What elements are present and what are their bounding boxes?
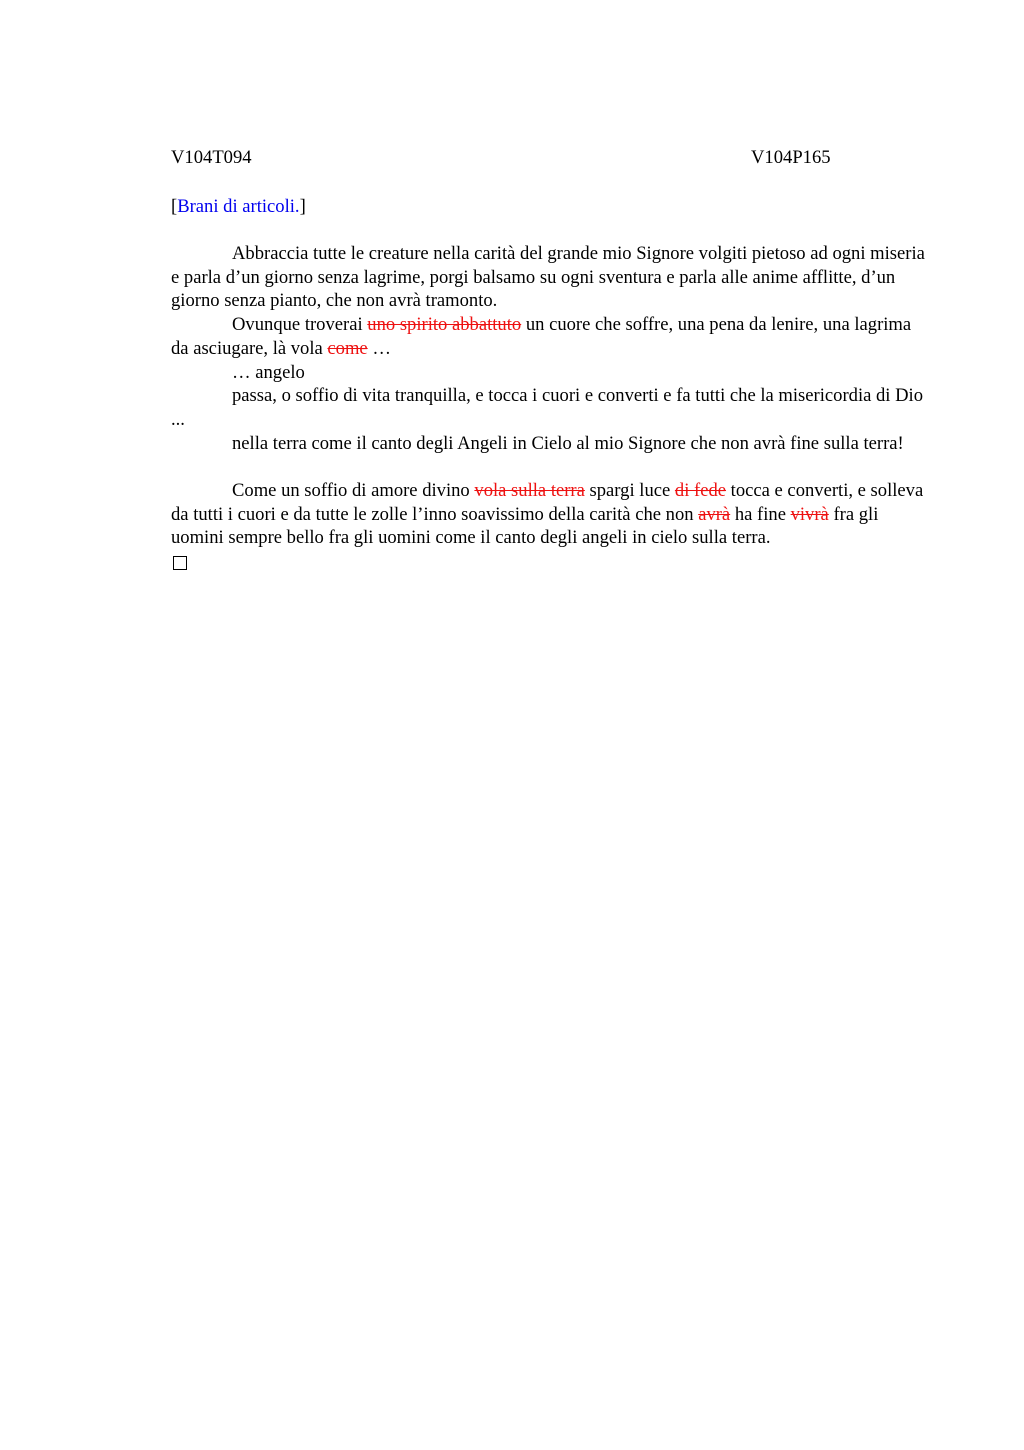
document-code-left: V104T094 (171, 147, 252, 168)
document-header (171, 146, 931, 170)
paragraph-6-text-4: ha fine (730, 503, 791, 525)
deleted-text: come (327, 337, 368, 359)
deleted-text: uno spirito abbattuto (367, 314, 522, 336)
document-page (171, 146, 931, 570)
paragraph-4: passa, o soffio di vita tranquilla, e tocca i cuori e converti e fa tutti che la misericordia di Dio ... (171, 385, 924, 430)
open-bracket: [ (171, 196, 178, 217)
paragraph-2-text-2: un cuore che soffre, una pena da lenire, una lagrima da asciugare, là vola (171, 314, 912, 359)
empty-square-icon (173, 556, 187, 570)
paragraph-6-text-5: fra gli uomini sempre bello fra gli uomini come il canto degli angeli in cielo sulla terra. (171, 503, 879, 549)
paragraph-1: Abbraccia tutte le creature nella carità del grande mio Signore volgiti pietoso ad ogni miseria e parla d’un giorno senza lagrime, porgi balsamo su ogni sventura e parla alle anime afflitte, d’un giorno senza pianto, che non avrà tramonto. (171, 243, 925, 312)
close-bracket: ] (299, 196, 306, 217)
document-body (171, 242, 931, 570)
paragraph-2 (171, 313, 931, 360)
paragraph-6-text-2: spargi luce (584, 480, 675, 502)
section-title: Brani di articoli. (177, 196, 300, 217)
deleted-text: avrà (698, 503, 731, 525)
deleted-text: vivrà (790, 503, 829, 525)
deleted-text: di fede (674, 480, 727, 502)
deleted-text: vola sulla terra (474, 480, 585, 502)
paragraph-6-text-1: Come un soffio di amore divino (232, 480, 475, 502)
paragraph-2-text-1: Ovunque troverai (232, 314, 368, 336)
paragraph-6 (171, 479, 931, 550)
paragraph-6-text-3: tocca e converti, e solleva da tutti i cuori e da tutte le zolle l’inno soavissimo della carità che non (171, 480, 924, 525)
paragraph-5: nella terra come il canto degli Angeli in Cielo al mio Signore che non avrà fine sulla terra! (232, 432, 904, 454)
paragraph-3: … angelo (232, 361, 305, 383)
document-code-right: V104P165 (751, 147, 831, 168)
section-heading (171, 195, 931, 219)
paragraph-2-text-3: … (367, 337, 391, 359)
